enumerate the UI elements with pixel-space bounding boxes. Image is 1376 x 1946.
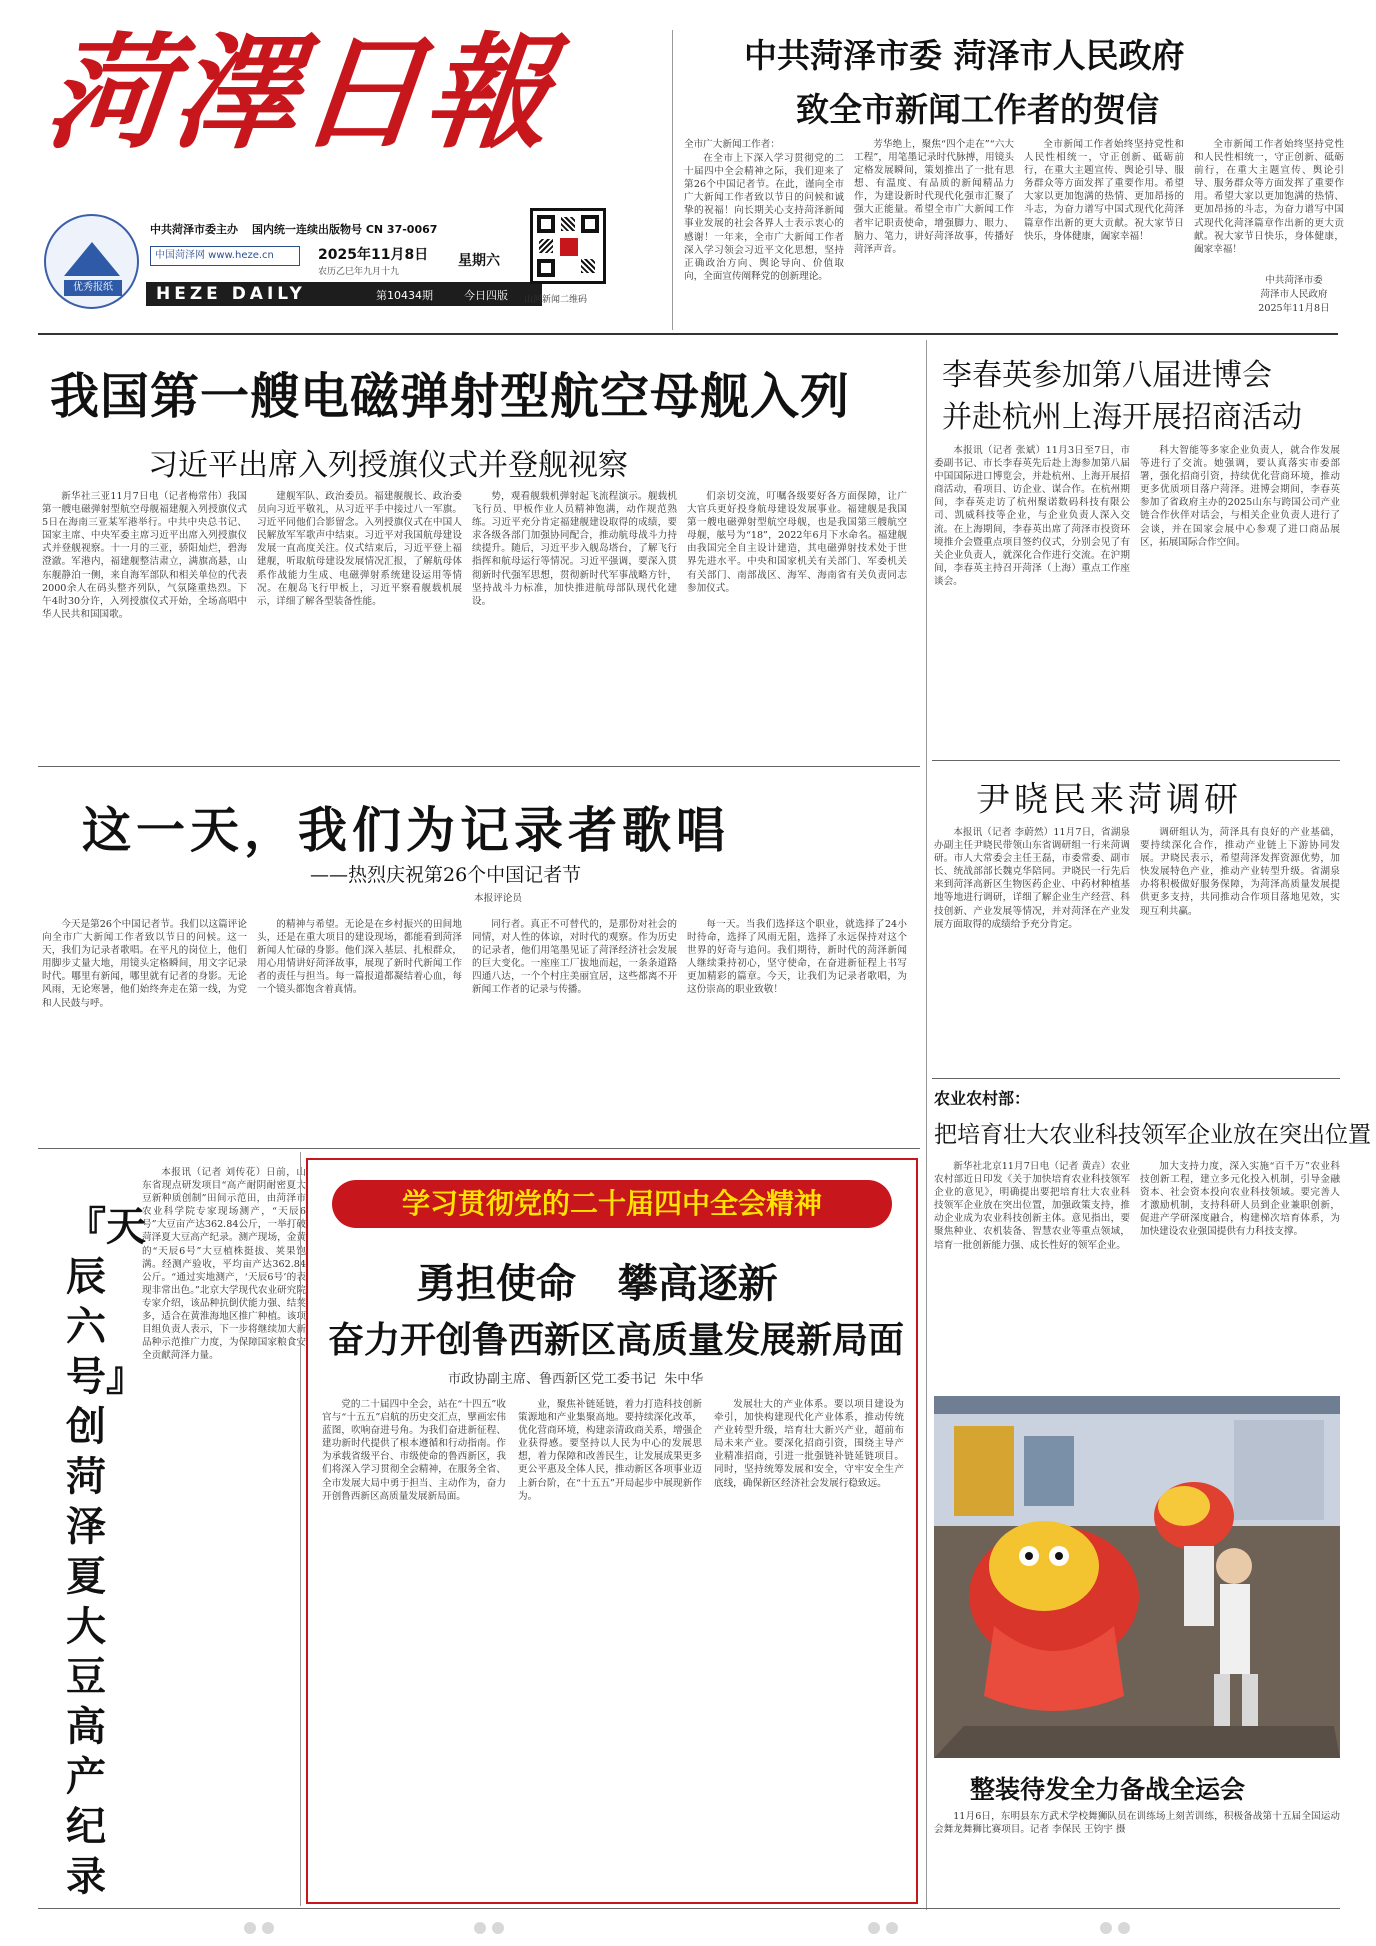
photo-story bbox=[934, 1396, 1340, 1906]
pager-dot[interactable] bbox=[1118, 1922, 1130, 1934]
greeting-sign-date: 2025年11月8日 bbox=[1258, 303, 1330, 314]
masthead-divider bbox=[672, 30, 673, 330]
agri-col1: 新华社北京11月7日电（记者 黄垚）农业农村部近日印发《关于加快培育农业科技领军企业的意见》，明确提出要把培育壮大农业科技领军企业放在突出位置，加强政策支持，推动企业成为农业科技创新主体。意见指出，要聚焦种业、农机装备、智慧农业等重点领域，培育一批创新能力强、成长性好的领军企业。 bbox=[934, 1161, 1130, 1251]
masthead bbox=[38, 14, 738, 332]
greeting-col1: 在全市上下深入学习贯彻党的二十届四中全会精神之际，我们迎来了第26个中国记者节。在此，谨向全市广大新闻工作者致以节日的问候和诚挚的祝福！向长期关心支持菏泽新闻事业发展的社会各界人士表示衷心的感谢！一年来，全市广大新闻工作者深入学习领会习近平文化思想，坚持正确政治方向、舆论导向、价值取向，全面宣传阐释党的创新理论。 bbox=[684, 153, 844, 282]
pager-dot[interactable] bbox=[474, 1922, 486, 1934]
greeting-letter bbox=[684, 26, 1344, 330]
party-headline-line2: 奋力开创鲁西新区高质量发展新局面 bbox=[328, 1320, 905, 1361]
website-label[interactable]: 中国菏泽网 www.heze.cn bbox=[150, 246, 300, 266]
qr-pattern-2 bbox=[581, 215, 599, 233]
agri-headline: 把培育壮大农业科技领军企业放在突出位置 bbox=[934, 1122, 1371, 1148]
emblem bbox=[44, 214, 139, 309]
party-byline: 市政协副主席、鲁西新区党工委书记 朱中华 bbox=[448, 1372, 704, 1387]
lead-bottom-rule bbox=[38, 766, 920, 767]
right-rule-1 bbox=[932, 760, 1340, 761]
greeting-salutation: 全市广大新闻工作者： bbox=[684, 139, 780, 150]
yin-xiaomin-article bbox=[934, 764, 1340, 1076]
qr-code[interactable] bbox=[530, 208, 606, 284]
pager-dot[interactable] bbox=[492, 1922, 504, 1934]
reporters-day-col1: 今天是第26个中国记者节。我们以这篇评论向全市广大新闻工作者致以节日的问候。这一天，我们为记录者歌唱。在平凡的岗位上，他们用脚步丈量大地，用镜头定格瞬间，用文字记录时代。哪里有新闻，哪里就有记者的身影。无论风雨，无论寒暑，他们始终奔走在第一线，为党和人民鼓与呼。 bbox=[42, 919, 247, 1009]
li-chunying-headline-2: 并赴杭州上海开展招商活动 bbox=[942, 400, 1302, 435]
greeting-col4-text: 全市新闻工作者始终坚持党性和人民性相统一，守正创新、砥砺前行，在重大主题宣传、舆论引导、服务群众等方面发挥了重要作用。希望大家以更加饱满的热情、更加昂扬的斗志，为奋力谱写中国式现代化菏泽篇章作出新的更大贡献。祝大家节日快乐，身体健康，阖家幸福！ bbox=[1194, 139, 1344, 255]
party-col3: 发展壮大的产业体系。要以项目建设为牵引，加快构建现代化产业体系，推动传统产业转型升级，培育壮大新兴产业，超前布局未来产业。要深化招商引资，围绕主导产业精准招商，引进一批强链补链延链项目。同时，坚持统筹发展和安全，守牢安全生产底线，确保新区经济社会发展行稳致远。 bbox=[714, 1399, 904, 1489]
lead-col1: 新华社三亚11月7日电（记者梅常伟）我国第一艘电磁弹射型航空母舰福建舰入列授旗仪式5日在海南三亚某军港举行。中共中央总书记、国家主席、中央军委主席习近平出席入列授旗仪式并登舰视察。十一月的三亚，骄阳灿烂，碧海澄澈。军港内，福建舰整洁肃立，满旗高悬，山东舰静泊一侧，来自海军部队和相关单位的代表2000余人在码头整齐列队，气氛隆重热烈。下午4时30分许，入列授旗仪式开始，全场高唱中华人民共和国国歌。 bbox=[42, 491, 247, 620]
reporters-day-col2: 的精神与希望。无论是在乡村振兴的田间地头，还是在重大项目的建设现场，都能看到菏泽新闻人忙碌的身影。他们深入基层、扎根群众，用心用情讲好菏泽故事，展现了新时代新闻工作者的责任与担当。每一篇报道都凝结着心血，每一个镜头都饱含着真情。 bbox=[257, 919, 462, 996]
li-chunying-article bbox=[934, 342, 1340, 756]
tianchen-article bbox=[38, 1156, 306, 1904]
lead-headline: 我国第一艘电磁弹射型航空母舰入列 bbox=[50, 368, 851, 425]
emblem-label: 优秀报纸 bbox=[64, 280, 122, 296]
party-col2: 业，聚焦补链延链，着力打造科技创新策源地和产业集聚高地。要持续深化改革，优化营商环境，构建亲清政商关系，增强企业获得感。要坚持以人民为中心的发展思想，着力保障和改善民生，让发展成果更多更公平惠及全体人民，推动新区各项事业迈上新台阶，在“十五五”开局起步中展现新作为。 bbox=[518, 1399, 702, 1502]
party-col1: 党的二十届四中全会，站在“十四五”收官与“十五五”启航的历史交汇点，擘画宏伟蓝图，吹响奋进号角。为我们奋进新征程、建功新时代提供了根本遵循和行动指南。作为承载省级平台、市级使命的鲁西新区，我们将深入学习贯彻全会精神，在服务全省、全市发展大局中勇于担当、主动作为，奋力开创鲁西新区高质量发展新局面。 bbox=[322, 1399, 506, 1502]
pager-dot[interactable] bbox=[262, 1922, 274, 1934]
party-headline-line1: 勇担使命 攀高逐新 bbox=[416, 1261, 778, 1307]
lead-col2: 建舰军队、政治委员。福建舰舰长、政治委员向习近平敬礼，从习近平手中接过八一军旗。习近平同他们合影留念。入列授旗仪式在中国人民解放军军歌声中结束。习近平对我国航母建设发展一直高度关注。仪式结束后，习近平登上福建舰，听取航母建设发展情况汇报，了解航母体系作战能力生成、电磁弹射系统建设运用等情况。在舰岛飞行甲板上，习近平察看舰载机展示，详细了解各型装备性能。 bbox=[257, 491, 462, 607]
tianchen-text: 本报讯（记者 刘传花）日前，山东省现点研发项目“高产耐阴耐密夏大豆新种质创制”田间示范田，由菏泽市农业科学院专家现场测产，“天辰6号”大豆亩产达362.84公斤，一举打破菏泽夏大豆高产纪录。测产现场，金黄的“天辰6号”大豆植株挺拔、荚果饱满。经测产验收，平均亩产达362.84公斤。“通过实地测产，‘天辰6号’的表现非常出色。”北京大学现代农业研究院专家介绍，该品种抗倒伏能力强、结荚多，适合在黄淮海地区推广种植。该项目组负责人表示，下一步将继续加大新品种示范推广力度，为保障国家粮食安全贡献菏泽力量。 bbox=[142, 1167, 306, 1362]
yin-xiaomin-col1: 本报讯（记者 李蔚然）11月7日，省湖泉办副主任尹晓民带领山东省调研组一行来菏调研。市人大常委会主任王磊，市委常委、副市长、统战部部长魏克华陪同。尹晓民一行先后来到菏泽高新区生物医药企业、中药材种植基地等地进行调研，详细了解企业生产经营、科技创新、产业发展等情况，并对菏泽在产业发展方面取得的成绩给予充分肯定。 bbox=[934, 827, 1130, 930]
greeting-title-line1: 中共菏泽市委 菏泽市人民政府 bbox=[744, 36, 1185, 75]
photo-story-caption: 11月6日，东明县东方武术学校舞狮队员在训练场上刻苦训练，积极备战第十五届全国运动会舞龙舞狮比赛项目。记者 李保民 王钧宇 摄 bbox=[934, 1811, 1340, 1836]
qr-dots-3 bbox=[581, 259, 595, 273]
reporters-day-byline: 本报评论员 bbox=[474, 893, 522, 904]
issue-date: 2025年11月8日 bbox=[318, 247, 429, 263]
pager bbox=[0, 1916, 1376, 1940]
photo-story-headline: 整装待发全力备战全运会 bbox=[970, 1775, 1246, 1804]
mountain-icon bbox=[64, 242, 120, 276]
lead-subhead: 习近平出席入列授旗仪式并登舰视察 bbox=[148, 448, 628, 483]
greeting-signature-2: 菏泽市人民政府 bbox=[1260, 289, 1328, 300]
party-banner: 学习贯彻党的二十届四中全会精神 bbox=[332, 1180, 892, 1228]
top-rule bbox=[38, 333, 1338, 335]
greeting-col3: 全市新闻工作者始终坚持党性和人民性相统一，守正创新、砥砺前行，在重大主题宣传、舆论引导、服务群众等方面发挥了重要作用。希望大家以更加饱满的热情、更加昂扬的斗志，为奋力谱写中国式现代化菏泽篇章作出新的更大贡献。祝大家节日快乐，身体健康，阖家幸福！ bbox=[1024, 139, 1184, 242]
lead-col4: 们亲切交流，叮嘱各级要好各方面保障，让广大官兵更好投身航母建设发展事业。福建舰是我国第一艘电磁弹射型航空母舰，也是我国第三艘航空母舰，舷号为“18”，2022年6月下水命名。福建舰由我国完全自主设计建造，其电磁弹射技术处于世界先进水平。中央和国家机关有关部门、军委机关有关部门、南部战区、海军、海南省有关负责同志参加仪式。 bbox=[687, 491, 907, 594]
pager-dot[interactable] bbox=[886, 1922, 898, 1934]
cn-number: 国内统一连续出版物号 CN 37-0067 bbox=[252, 223, 438, 236]
english-name: HEZE DAILY bbox=[156, 284, 306, 304]
reporters-day-col4: 每一天。当我们选择这个职业，就选择了24小时待命，选择了风雨无阻，选择了永远保持对这个世界的好奇与追问。我们期待，新时代的菏泽新闻人继续秉持初心，坚守使命，在奋进新征程上书写更加精彩的篇章。今天，让我们为记录者歌唱，为这份崇高的职业致敬！ bbox=[687, 919, 907, 996]
yin-xiaomin-headline: 尹晓民来菏调研 bbox=[976, 780, 1242, 820]
right-rule-2 bbox=[932, 1078, 1340, 1079]
english-name-bar bbox=[146, 282, 542, 306]
greeting-title-line2: 致全市新闻工作者的贺信 bbox=[796, 90, 1159, 129]
pages-label: 今日四版 bbox=[464, 289, 508, 302]
lead-story bbox=[38, 340, 916, 760]
qr-pattern-1 bbox=[537, 215, 555, 233]
tianchen-headline: 『天辰六号』创菏泽夏大豆高产纪录 bbox=[66, 1204, 146, 1900]
li-chunying-col2: 科大智能等多家企业负责人，就合作发展等进行了交流。她强调，要认真落实市委部署，强化招商引资，持续优化营商环境，推动更多优质项目落户菏泽。进博会期间，李春英参加了省政府主办的2025山东与跨国公司产业链合作伙伴对话会，与相关企业负责人进行了会谈，并在国家会展中心参观了进口商品展区，拓展国际合作空间。 bbox=[1140, 445, 1340, 548]
qr-pattern-3 bbox=[537, 259, 555, 277]
issue-number: 第10434期 bbox=[376, 289, 433, 302]
pager-dot[interactable] bbox=[244, 1922, 256, 1934]
lion-dance-photo[interactable] bbox=[934, 1396, 1340, 1758]
pager-dot[interactable] bbox=[868, 1922, 880, 1934]
li-chunying-headline-1: 李春英参加第八届进博会 bbox=[942, 358, 1272, 393]
weekday: 星期六 bbox=[458, 253, 500, 269]
party-section bbox=[306, 1158, 918, 1904]
qr-dots-2 bbox=[539, 239, 553, 253]
qr-center bbox=[560, 238, 578, 256]
lead-col3: 势，观看舰载机弹射起飞流程演示。舰载机飞行员、甲板作业人员精神饱满，动作规范熟练。习近平充分肯定福建舰建设取得的成绩，要求各级各部门加强协同配合，推动航母战斗力持续提升。随后，习近平步入舰岛塔台，了解飞行指挥和航母运行等情况。习近平强调，要深入贯彻新时代强军思想，贯彻新时代军事战略方针，坚持战斗力标准，加快推进航母部队现代化建设。 bbox=[472, 491, 677, 607]
reporters-day-article bbox=[38, 770, 916, 1140]
agri-article bbox=[934, 1082, 1371, 1392]
tianchen-divider bbox=[300, 1152, 301, 1906]
agri-section-label: 农业农村部： bbox=[934, 1089, 1031, 1108]
reporters-day-headline: 这一天，我们为记录者歌唱 bbox=[82, 802, 731, 859]
lunar-date: 农历乙巳年九月十九 bbox=[318, 267, 400, 277]
qr-dots bbox=[561, 217, 575, 231]
greeting-signature: 中共菏泽市委 bbox=[1265, 275, 1323, 286]
yin-xiaomin-col2: 调研组认为，菏泽具有良好的产业基础，要持续深化合作，推动产业链上下游协同发展。尹晓民表示，希望菏泽发挥资源优势，加快发展特色产业，推动产业转型升级。省湖泉办将积极做好服务保障，为菏泽高质量发展提供更多支持，共同推动合作项目落地见效，实现互利共赢。 bbox=[1140, 827, 1340, 917]
qr-caption: 山河新闻二维码 bbox=[524, 295, 588, 305]
bottom-rule bbox=[38, 1908, 1340, 1909]
pager-dot[interactable] bbox=[1100, 1922, 1112, 1934]
greeting-col2: 芳华绝上，聚焦“四个走在”“六大工程”，用笔墨记录时代脉搏，用镜头定格发展瞬间，策划推出了一批有思想、有温度、有品质的新闻精品力作，为建设新时代现代化强市汇聚了强大正能量。希望全市广大新闻工作者牢记职责使命，增强脚力、眼力、脑力、笔力，讲好菏泽故事，传播好菏泽声音。 bbox=[854, 139, 1014, 255]
reporters-day-subhead: ——热烈庆祝第26个中国记者节 bbox=[310, 864, 582, 886]
reporters-day-col3: 同行者。真正不可替代的，是那份对社会的同情，对人性的体谅，对时代的观察。作为历史的记录者，他们用笔墨见证了菏泽经济社会发展的巨大变化。一座座工厂拔地而起，一条条道路四通八达，一个个村庄美丽宜居，这些都离不开新闻工作者的记录与传播。 bbox=[472, 919, 677, 996]
mid-rule bbox=[38, 1148, 920, 1149]
right-column-divider bbox=[926, 340, 927, 1910]
masthead-logo: 菏澤日報 bbox=[40, 21, 560, 166]
agri-col2: 加大支持力度，深入实施“百千万”农业科技创新工程，建立多元化投入机制，引导金融资本、社会资本投向农业科技领域。要完善人才激励机制，支持科研人员到企业兼职创新，促进产学研深度融合，构建梯次培育体系，为加快建设农业强国提供有力科技支撑。 bbox=[1140, 1161, 1340, 1238]
li-chunying-col1: 本报讯（记者 张斌）11月3日至7日，市委副书记、市长李春英先后赴上海参加第八届中国国际进口博览会，并赴杭州、上海开展招商活动，看项目、访企业、谋合作。在杭州期间，李春英走访了杭州聚诺数码科技有限公司、凯威科技等企业，与企业负责人深入交流。在上海期间，李春英出席了菏泽市投资环境推介会暨重点项目签约仪式，分别会见了有关企业负责人，就深化合作进行交流。在沪期间，李春英主持召开菏泽（上海）重点工作座谈会。 bbox=[934, 445, 1130, 587]
publisher-line: 中共菏泽市委主办 bbox=[150, 223, 238, 236]
lion-dance-illustration bbox=[934, 1396, 1340, 1758]
